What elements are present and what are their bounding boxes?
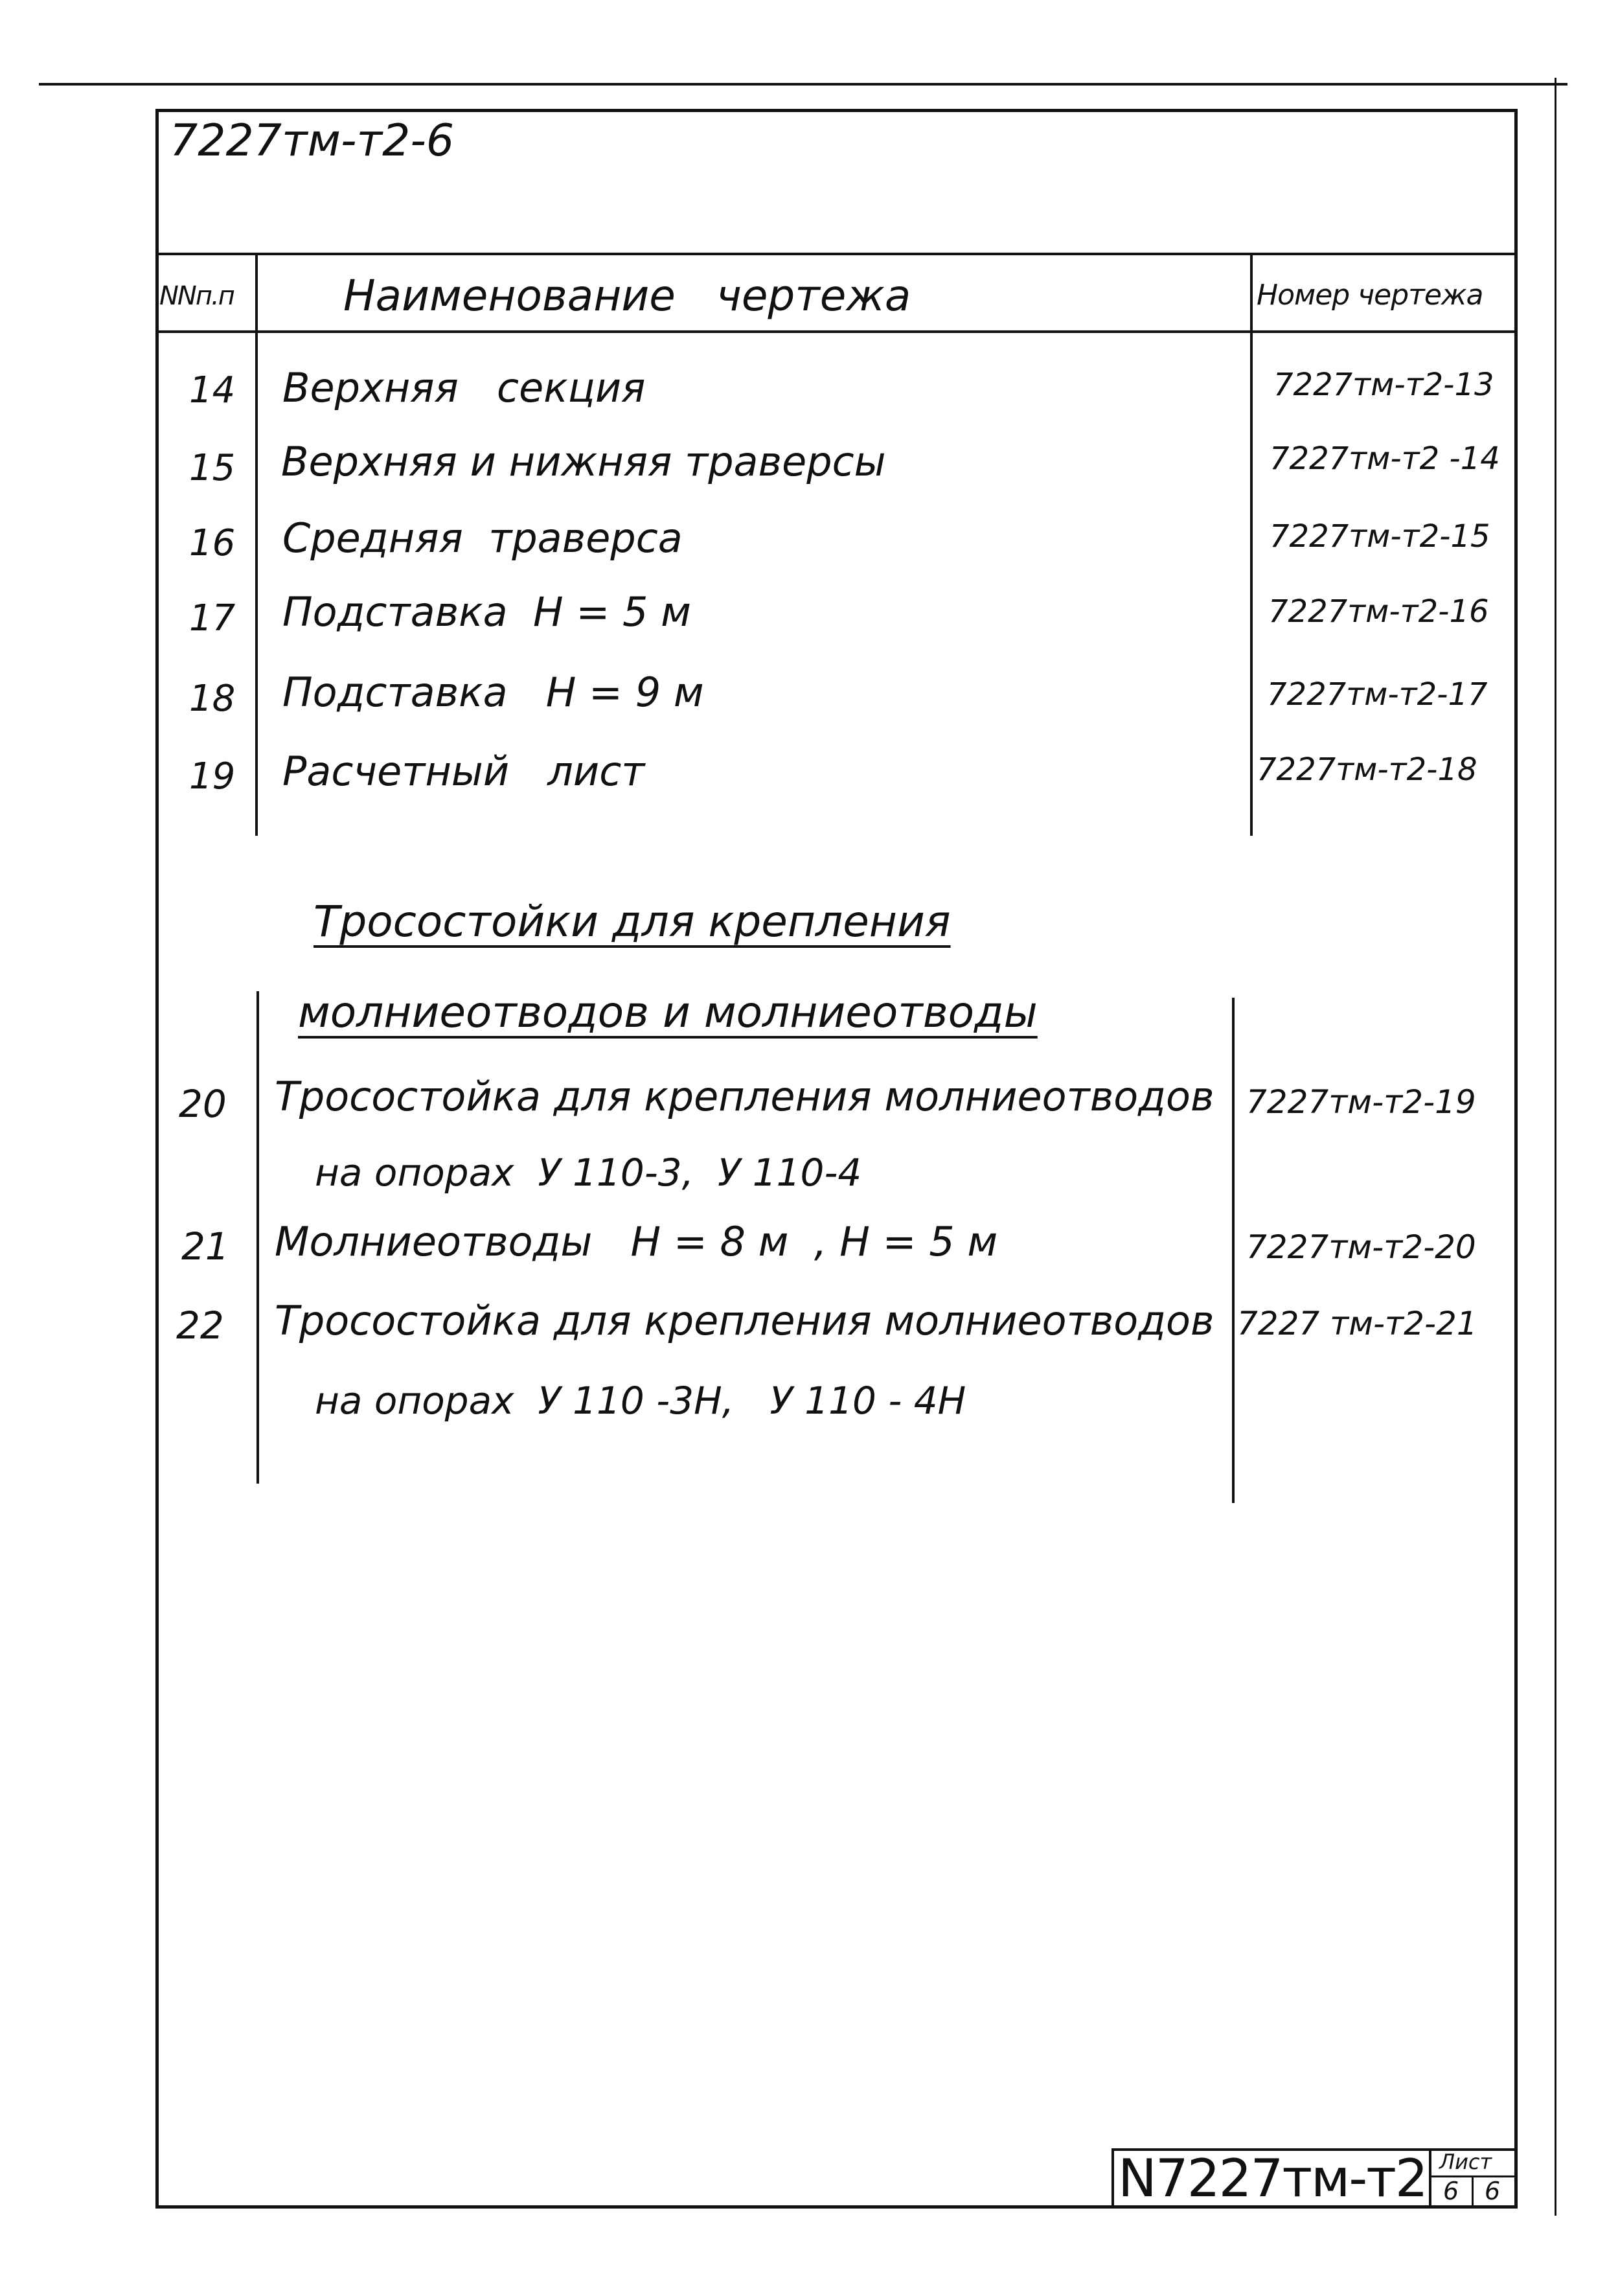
col-sep-drawing-lower xyxy=(1232,998,1235,1503)
row-number: 19 xyxy=(189,755,236,798)
row-drawing: 7227тм-т2 -14 xyxy=(1270,441,1500,477)
row-drawing: 7227тм-т2-16 xyxy=(1268,593,1489,630)
col-sep-drawing xyxy=(1250,253,1253,836)
sheet-label: Лист xyxy=(1439,2150,1492,2174)
row-number: 16 xyxy=(189,522,236,564)
row-name-continued: на опорах У 110 -3Н, У 110 - 4Н xyxy=(315,1379,966,1423)
row-name: Подставка Н = 9 м xyxy=(282,669,704,716)
row-name: Тросостойка для крепления молниеотводов xyxy=(275,1297,1214,1344)
row-drawing: 7227 тм-т2-21 xyxy=(1237,1305,1477,1342)
header-rule-bottom xyxy=(155,330,1518,333)
row-number: 21 xyxy=(181,1224,229,1269)
row-name: Молниеотводы Н = 8 м , Н = 5 м xyxy=(275,1218,998,1265)
frame-left xyxy=(155,109,159,2208)
row-name: Расчетный лист xyxy=(282,748,645,795)
sheet-total: 6 xyxy=(1485,2177,1501,2205)
stamp-sheet-sep xyxy=(1472,2175,1474,2207)
row-name: Средняя траверса xyxy=(282,514,683,562)
row-name-continued: на опорах У 110-3, У 110-4 xyxy=(315,1151,862,1195)
row-name: Подставка Н = 5 м xyxy=(282,588,691,636)
document-number: N7227тм-т2 xyxy=(1118,2148,1427,2209)
stamp-left xyxy=(1111,2148,1114,2207)
row-name: Верхняя секция xyxy=(282,364,646,411)
row-drawing: 7227тм-т2-18 xyxy=(1257,752,1477,788)
row-drawing: 7227тм-т2-20 xyxy=(1246,1228,1476,1266)
column-header-drawing: Номер чертежа xyxy=(1257,279,1483,312)
col-sep-num-lower xyxy=(256,991,259,1484)
row-number: 20 xyxy=(179,1082,227,1126)
frame-right xyxy=(1514,109,1518,2208)
sheet-number: 6 xyxy=(1443,2177,1459,2205)
section-heading-line1: Тросостойки для крепления xyxy=(313,897,951,947)
right-outer-margin xyxy=(1555,78,1556,2216)
row-drawing: 7227тм-т2-13 xyxy=(1273,367,1494,403)
row-number: 18 xyxy=(189,678,236,720)
row-number: 17 xyxy=(189,597,236,639)
row-name: Тросостойка для крепления молниеотводов xyxy=(275,1073,1214,1120)
document-code: 7227тм-т2-6 xyxy=(170,115,455,166)
section-heading-line2: молниеотводов и молниеотводы xyxy=(298,987,1038,1037)
row-name: Верхняя и нижняя траверсы xyxy=(281,438,886,485)
row-drawing: 7227тм-т2-19 xyxy=(1246,1083,1476,1121)
column-header-name: Наименование чертежа xyxy=(343,271,911,321)
row-drawing: 7227тм-т2-15 xyxy=(1270,518,1490,555)
row-drawing: 7227тм-т2-17 xyxy=(1267,676,1488,713)
row-number: 22 xyxy=(176,1303,224,1348)
row-number: 15 xyxy=(189,447,236,489)
top-rule xyxy=(39,83,1567,86)
header-rule-top xyxy=(155,253,1518,255)
row-number: 14 xyxy=(189,369,236,411)
stamp-sep xyxy=(1429,2148,1431,2207)
frame-top xyxy=(155,109,1518,112)
column-header-number: NNп.п xyxy=(159,281,234,311)
col-sep-num xyxy=(255,253,258,836)
